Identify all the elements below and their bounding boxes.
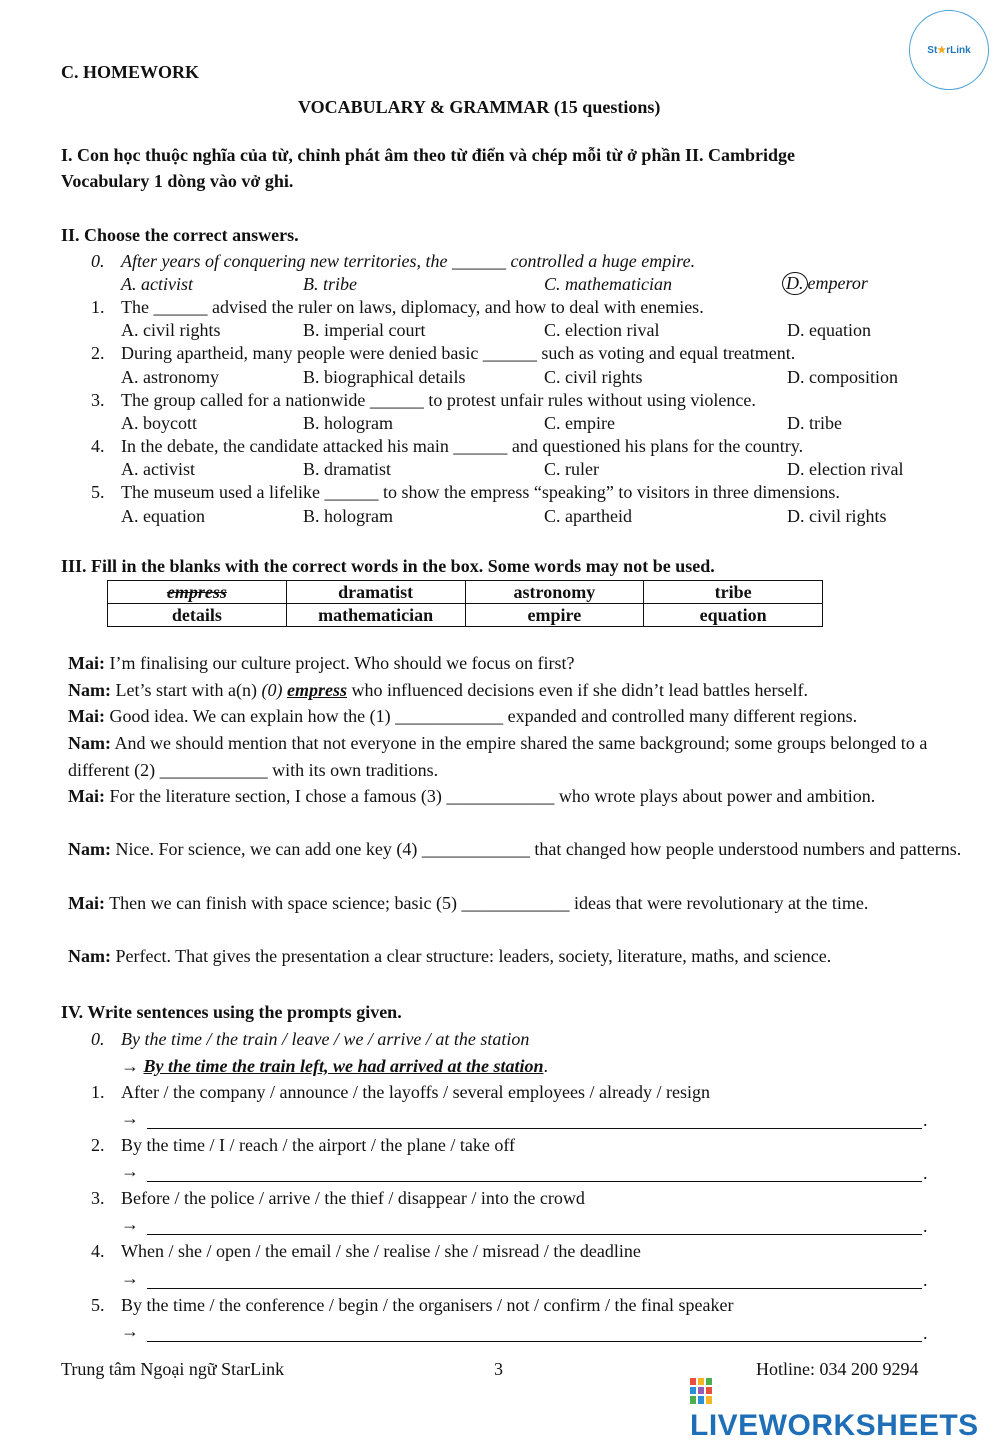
- speaker: Mai:: [68, 653, 105, 673]
- word-box-cell: tribe: [644, 581, 823, 604]
- worksheet-subtitle: VOCABULARY & GRAMMAR (15 questions): [298, 97, 661, 117]
- period: .: [923, 1270, 928, 1290]
- dialogue-line: [68, 783, 968, 810]
- answer-line-4[interactable]: [147, 1288, 922, 1289]
- option-a: A. activist: [121, 459, 195, 479]
- speaker: Nam:: [68, 733, 111, 753]
- option-d: D. election rival: [787, 459, 904, 479]
- option-c: C. civil rights: [544, 367, 643, 387]
- word-box: [107, 580, 823, 627]
- prompt-text: Before / the police / arrive / the thief / disappear / into the crowd: [121, 1188, 585, 1208]
- section-heading: C. HOMEWORK: [61, 62, 199, 82]
- option-b: B. hologram: [303, 506, 393, 526]
- example-answer: empress: [286, 680, 347, 700]
- speaker: Nam:: [68, 680, 111, 700]
- option-b: B. imperial court: [303, 320, 426, 340]
- question-number: 2.: [91, 1135, 105, 1155]
- footer-hotline: Hotline: 034 200 9294: [756, 1359, 919, 1379]
- word-box-cell: equation: [644, 604, 823, 627]
- speaker: Mai:: [68, 786, 105, 806]
- answer-line-2[interactable]: [147, 1181, 922, 1182]
- option-d: D. equation: [787, 320, 871, 340]
- question-text: After years of conquering new territories, the ______ controlled a huge empire.: [121, 251, 696, 271]
- dialogue-line: [68, 943, 968, 970]
- question-number: 2.: [91, 343, 105, 363]
- word-box-cell: astronomy: [465, 581, 644, 604]
- logo-text-b: rLink: [946, 44, 971, 56]
- liveworksheets-watermark: [690, 1375, 1000, 1443]
- question-number: 3.: [91, 1188, 105, 1208]
- part1-line2: Vocabulary 1 dòng vào vở ghi.: [61, 171, 294, 191]
- dialogue-text: Perfect. That gives the presentation a clear structure: leaders, society, literature, maths, and science.: [111, 946, 832, 966]
- word-box-cell: empire: [465, 604, 644, 627]
- speaker: Nam:: [68, 946, 111, 966]
- dialogue-text: I’m finalising our culture project. Who should we focus on first?: [104, 653, 575, 673]
- liveworksheets-text: LIVEWORKSHEETS: [690, 1409, 979, 1442]
- part4-heading: IV. Write sentences using the prompts given.: [61, 1002, 402, 1022]
- option-a: A. activist: [121, 274, 193, 294]
- logo-star-icon: ★: [937, 44, 947, 56]
- period: .: [543, 1056, 549, 1076]
- word-box-cell: details: [108, 604, 287, 627]
- dialogue-text: Let’s start with a(n): [111, 680, 262, 700]
- word-box-cell: dramatist: [286, 581, 465, 604]
- option-b: B. dramatist: [303, 459, 391, 479]
- question-text: The ______ advised the ruler on laws, diplomacy, and how to deal with enemies.: [121, 297, 704, 317]
- option-c: C. ruler: [544, 459, 599, 479]
- period: .: [923, 1323, 928, 1343]
- example-answer: By the time the train left, we had arrived at the station: [143, 1056, 544, 1076]
- prompt-text: By the time / I / reach / the airport / the plane / take off: [121, 1135, 516, 1155]
- dialogue-line: [68, 703, 968, 730]
- option-c: C. mathematician: [544, 274, 672, 294]
- example-answer-line: [121, 1056, 548, 1077]
- dialogue-line: [68, 836, 968, 863]
- option-a: A. equation: [121, 506, 205, 526]
- arrow-icon: →: [121, 1161, 139, 1181]
- dialogue-text: who influenced decisions even if she didn’t lead battles herself.: [346, 680, 808, 700]
- option-d: D. civil rights: [787, 506, 887, 526]
- question-text: In the debate, the candidate attacked his main ______ and questioned his plans for the country.: [121, 436, 804, 456]
- arrow-icon: →: [121, 1056, 139, 1076]
- period: .: [923, 1163, 928, 1183]
- dialogue-line: [68, 677, 968, 704]
- question-text: The museum used a lifelike ______ to show the empress “speaking” to visitors in three dimensions.: [121, 482, 840, 502]
- part2-heading: II. Choose the correct answers.: [61, 225, 299, 245]
- page-number: 3: [494, 1359, 503, 1379]
- arrow-icon: →: [121, 1321, 139, 1341]
- option-d-text: emperor: [807, 273, 868, 293]
- prompt-text: When / she / open / the email / she / realise / she / misread / the deadline: [121, 1241, 641, 1261]
- example-number: (0): [261, 680, 283, 700]
- option-a: A. boycott: [121, 413, 197, 433]
- prompt-text: By the time / the conference / begin / the organisers / not / confirm / the final speaker: [121, 1295, 734, 1315]
- option-c: C. apartheid: [544, 506, 632, 526]
- option-b: B. tribe: [303, 274, 357, 294]
- part3-heading: III. Fill in the blanks with the correct words in the box. Some words may not be used.: [61, 556, 715, 576]
- liveworksheets-icon: [690, 1378, 712, 1404]
- dialogue-line: [68, 890, 968, 917]
- option-d-answer: [787, 272, 868, 295]
- question-number: 1.: [91, 297, 105, 317]
- question-number: 4.: [91, 1241, 105, 1261]
- option-a: A. civil rights: [121, 320, 221, 340]
- word-box-cell: mathematician: [286, 604, 465, 627]
- answer-circle: D.: [782, 272, 808, 295]
- period: .: [923, 1110, 928, 1130]
- dialogue-line: [68, 730, 968, 783]
- dialogue-text: Nice. For science, we can add one key (4) ____________ that changed how people understood numbers and patterns.: [111, 839, 962, 859]
- answer-line-1[interactable]: [147, 1128, 922, 1129]
- question-text: The group called for a nationwide ______ to protest unfair rules without using violence.: [121, 390, 756, 410]
- question-number: 4.: [91, 436, 105, 456]
- question-number: 1.: [91, 1082, 105, 1102]
- speaker: Mai:: [68, 893, 105, 913]
- option-c: C. election rival: [544, 320, 660, 340]
- option-d: D. tribe: [787, 413, 842, 433]
- word-box-used-word: empress: [166, 582, 227, 602]
- option-c: C. empire: [544, 413, 615, 433]
- dialogue-text: And we should mention that not everyone in the empire shared the same background; some groups belonged to a different (2) ____________ with its own traditions.: [68, 733, 928, 780]
- option-d: D. composition: [787, 367, 898, 387]
- question-number: 3.: [91, 390, 105, 410]
- speaker: Nam:: [68, 839, 111, 859]
- period: .: [923, 1216, 928, 1236]
- footer-center-name: Trung tâm Ngoại ngữ StarLink: [61, 1359, 285, 1379]
- option-b: B. hologram: [303, 413, 393, 433]
- logo-text-a: St: [927, 44, 938, 56]
- answer-line-3[interactable]: [147, 1234, 922, 1235]
- question-number: 5.: [91, 482, 105, 502]
- option-a: A. astronomy: [121, 367, 219, 387]
- arrow-icon: →: [121, 1108, 139, 1128]
- dialogue-text: For the literature section, I chose a famous (3) ____________ who wrote plays about power and ambition.: [104, 786, 876, 806]
- question-number: 0.: [91, 251, 105, 271]
- prompt-text: After / the company / announce / the layoffs / several employees / already / resign: [121, 1082, 710, 1102]
- arrow-icon: →: [121, 1214, 139, 1234]
- answer-line-5[interactable]: [147, 1341, 922, 1342]
- option-b: B. biographical details: [303, 367, 466, 387]
- question-number: 0.: [91, 1029, 105, 1049]
- speaker: Mai:: [68, 706, 105, 726]
- word-box-cell: [108, 581, 287, 604]
- example-prompt: By the time / the train / leave / we / arrive / at the station: [121, 1029, 530, 1049]
- dialogue-text: Good idea. We can explain how the (1) ____________ expanded and controlled many different regions.: [104, 706, 858, 726]
- dialogue-text: Then we can finish with space science; basic (5) ____________ ideas that were revolutionary at the time.: [104, 893, 869, 913]
- arrow-icon: →: [121, 1268, 139, 1288]
- starlink-logo: [909, 10, 989, 90]
- part1-line1: I. Con học thuộc nghĩa của từ, chỉnh phát âm theo từ điển và chép mỗi từ ở phần II. Cambridge: [61, 145, 795, 165]
- question-text: During apartheid, many people were denied basic ______ such as voting and equal treatment.: [121, 343, 796, 363]
- dialogue-line: [68, 650, 968, 677]
- question-number: 5.: [91, 1295, 105, 1315]
